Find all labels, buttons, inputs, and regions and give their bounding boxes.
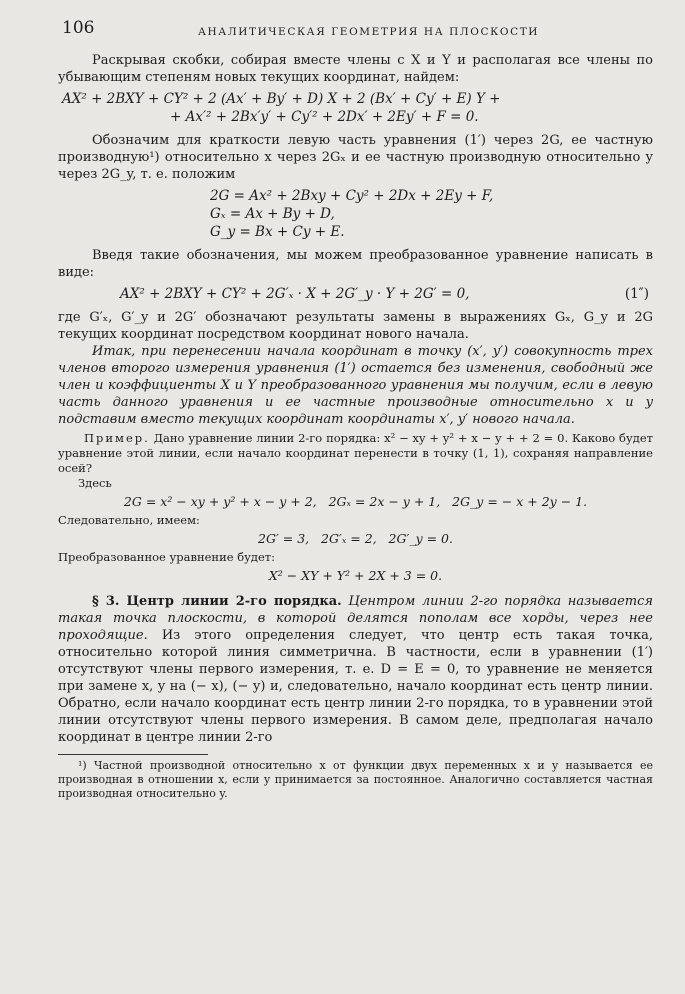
- here-label: Здесь: [78, 476, 112, 490]
- definition-2g: 2G = Ax² + 2Bxy + Cy² + 2Dx + 2Ey + F,: [210, 188, 494, 204]
- example-result: X² − XY + Y² + 2X + 3 = 0.: [268, 568, 443, 583]
- example-equation: 2G = x² − xy + y² + x − y + 2, 2Gₓ = 2x − y + 1, 2G_y = − x + 2y − 1.: [123, 494, 588, 509]
- definitions-block: [58, 187, 653, 241]
- running-title: АНАЛИТИЧЕСКАЯ ГЕОМЕТРИЯ НА ПЛОСКОСТИ: [198, 26, 540, 38]
- expanded-equation: [58, 90, 653, 126]
- transformed-label: Преобразованное уравнение будет:: [58, 550, 276, 564]
- section-text: Из этого определения следует, что центр есть такая точка, относительно которой линия симметрична. В частности, если в уравнении (1′) отсутствуют члены первого измерения, т. е. D = E = 0, то уравнение не меняется при замене x, y на (− x), (− y) и, следовательно, начало координат есть центр линии. Обратно, если начало координат есть центр линии 2-го порядка, то в уравнении этой линии отсутствуют члены первого измерения. В самом деле, предполагая начало координат в центре линии 2-го: [58, 628, 653, 745]
- page-header: [58, 18, 653, 42]
- example-paragraph: [58, 431, 653, 476]
- section-title: § 3. Центр линии 2-го порядка.: [92, 594, 342, 609]
- paragraph-conclusion: Итак, при перенесении начала координат в точку (x′, y′) совокупность трех членов второго измерения уравнения (1′) остается без изменения, свободный же член и коэффициенты X и Y преобразованного уравнения мы получим, если в левую часть данного уравнения и ее частные производные относительно x и y подставим вместо текущих координат координаты x′, y′ нового начала.: [58, 344, 653, 427]
- paragraph-notation: Обозначим для краткости левую часть уравнения (1′) через 2G, ее частную производную¹) относительно x через 2Gₓ и ее частную производную относительно y через 2G_y, т. е. положим: [58, 133, 653, 182]
- example-label: Пример.: [84, 431, 150, 445]
- example-text: Дано уравнение линии 2-го порядка: x² − xy + y² + x − y + + 2 = 0. Каково будет уравнение этой линии, если начало координат перенести в точку (1, 1), сохраняя направление осей?: [58, 431, 653, 475]
- example-values: 2G′ = 3, 2G′ₓ = 2, 2G′_y = 0.: [258, 531, 453, 546]
- transformed-equation-row: [58, 285, 653, 303]
- footnote: ¹) Частной производной относительно x от функции двух переменных x и y называется ее производная в отношении x, если y принимается за постоянное. Аналогично составляется частная производная относительно y.: [58, 759, 653, 800]
- center-definition: Центром линии 2-го порядка называется такая точка плоскости, в которой делятся пополам все хорды, через нее проходящие.: [58, 594, 654, 643]
- consequently-label: Следовательно, имеем:: [58, 513, 200, 527]
- section-3-paragraph: [58, 593, 653, 746]
- paragraph-introduce: Введя такие обозначения, мы можем преобразованное уравнение написать в виде:: [58, 248, 653, 280]
- definition-gx: Gₓ = Ax + By + D,: [210, 206, 335, 222]
- definition-gy: G_y = Bx + Cy + E.: [210, 224, 345, 240]
- transformed-equation: AX² + 2BXY + CY² + 2G′ₓ · X + 2G′_y · Y + 2G′ = 0,: [120, 286, 470, 302]
- page-number: 106: [62, 18, 95, 38]
- paragraph-where: где G′ₓ, G′_y и 2G′ обозначают результаты замены в выражениях Gₓ, G_y и 2G текущих координат посредством координат нового начала.: [58, 310, 653, 342]
- equation-number: (1″): [624, 286, 649, 302]
- expanded-equation-line-2: + Ax′² + 2Bx′y′ + Cy′² + 2Dx′ + 2Ey′ + F = 0.: [170, 109, 479, 125]
- paragraph-expand: Раскрывая скобки, собирая вместе члены с X и Y и располагая все члены по убывающим степеням новых текущих координат, найдем:: [58, 53, 653, 85]
- footnote-divider: [58, 754, 208, 755]
- expanded-equation-line-1: AX² + 2BXY + CY² + 2 (Ax′ + By′ + D) X + 2 (Bx′ + Cy′ + E) Y +: [62, 91, 501, 107]
